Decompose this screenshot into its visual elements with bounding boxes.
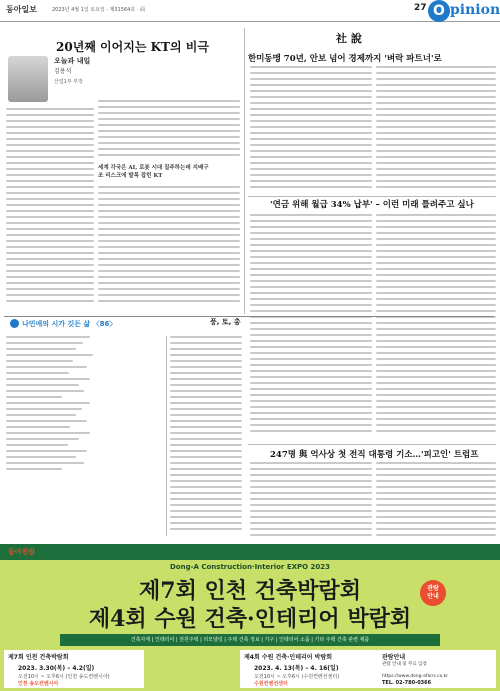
- ad-header-bar: [0, 544, 500, 560]
- ad-category-bar: 건축자재 | 인테리어 | 전원주택 | 리모델링 | 주택 건축 정보 | 가구 | 인테리어 소품 | 기타 주택 건축 관련 제품: [60, 634, 440, 646]
- column-divider: [244, 28, 245, 314]
- editorial-3-body-left: [250, 462, 372, 540]
- panel-venue: 인천 송도컨벤시아: [18, 681, 59, 687]
- panel-venue: 수원컨벤션센터: [254, 681, 288, 687]
- editorial-1-body-right: [376, 66, 496, 194]
- editorial-divider: [248, 444, 496, 445]
- ad-panel-suwon[interactable]: [240, 650, 380, 688]
- ad-panel-incheon[interactable]: [4, 650, 144, 688]
- poem-series-title: 나민애의 시가 깃든 삶 〈86〉: [22, 320, 117, 328]
- ad-title-suwon: 제4회 수원 건축·인테리어 박람회: [88, 606, 412, 632]
- editorial-section-label: 社 說: [336, 32, 362, 45]
- column-body-middle-bottom: [98, 186, 240, 312]
- ad-free-admission-badge: 관람 안내: [420, 580, 446, 606]
- poem-body: [6, 336, 146, 536]
- column-divider: [166, 336, 167, 536]
- ad-panel-info[interactable]: [378, 650, 496, 688]
- poem-section-header: [4, 316, 494, 332]
- opinion-section-title: pinion: [450, 2, 500, 18]
- opinion-logo-circle: O: [428, 0, 450, 22]
- issue-date: 2023년 4월 1일 토요일 · 제31564호 · 面: [52, 7, 145, 13]
- editorial-divider: [248, 196, 496, 197]
- panel-title: 제4회 수원 건축·인테리어 박람회: [244, 654, 333, 661]
- panel-website-link[interactable]: https://www.dong-afairs.co.kr: [382, 674, 449, 679]
- column-body-left: [6, 108, 94, 312]
- ad-title-incheon: 제7회 인천 건축박람회: [139, 578, 361, 604]
- editorial-headline-1: 한미동맹 70년, 안보 넘어 경제까지 '벼락 파트너'로: [248, 54, 442, 64]
- author-name: 김용석: [54, 68, 72, 75]
- masthead: [0, 0, 500, 22]
- poem-commentary-1: [170, 336, 242, 536]
- editorial-3-body-right: [376, 462, 496, 540]
- poem-title: 풍, 토, 총: [210, 318, 241, 326]
- column-pull-quote: 세계 각국은 AI, 로봇 시대 질주하는데 지배구조 리스크에 발목 잡힌 KT: [98, 165, 209, 179]
- panel-phone: TEL. 02-780-0366: [382, 680, 432, 686]
- newspaper-logo: 동아일보: [6, 5, 37, 14]
- panel-subtitle: 관람 안내 및 무료 입장: [382, 662, 427, 667]
- column-headline: 20년째 이어지는 KT의 비극: [56, 40, 209, 54]
- panel-title: 제7회 인천 건축박람회: [8, 654, 69, 661]
- page-number: 27: [414, 3, 427, 13]
- column-series-name: 오늘과 내일: [54, 57, 91, 65]
- expo-advertisement[interactable]: [0, 544, 500, 691]
- panel-hours: 오전10시 ~ 오후6시 (인천 송도컨벤시아): [18, 674, 110, 680]
- author-avatar: [8, 56, 48, 102]
- ad-company-logo: 동아전람: [8, 548, 36, 556]
- editorial-headline-3: 247명 與 억사상 첫 전직 대통령 기소…'피고인' 트럼프: [270, 450, 479, 460]
- author-role: 산업1부 부장: [54, 79, 83, 85]
- ad-event-name: Dong-A Construction·Interior EXPO 2023: [169, 563, 330, 571]
- panel-dates: 2023. 3.30(목) – 4.2(일): [18, 665, 95, 672]
- editorial-1-body-left: [250, 66, 372, 194]
- editorial-headline-2: '연금 위해 월급 34% 납부' – 이런 미래 틀려주고 싶나: [270, 200, 474, 210]
- panel-hours: 오전10시 ~ 오후6시 (수원컨벤션센터): [254, 674, 340, 680]
- panel-title: 관람안내: [382, 654, 406, 661]
- section-bullet-icon: [10, 319, 19, 328]
- panel-dates: 2023. 4. 13(목) – 4. 16(일): [254, 665, 339, 672]
- column-body-middle-top: [98, 100, 240, 160]
